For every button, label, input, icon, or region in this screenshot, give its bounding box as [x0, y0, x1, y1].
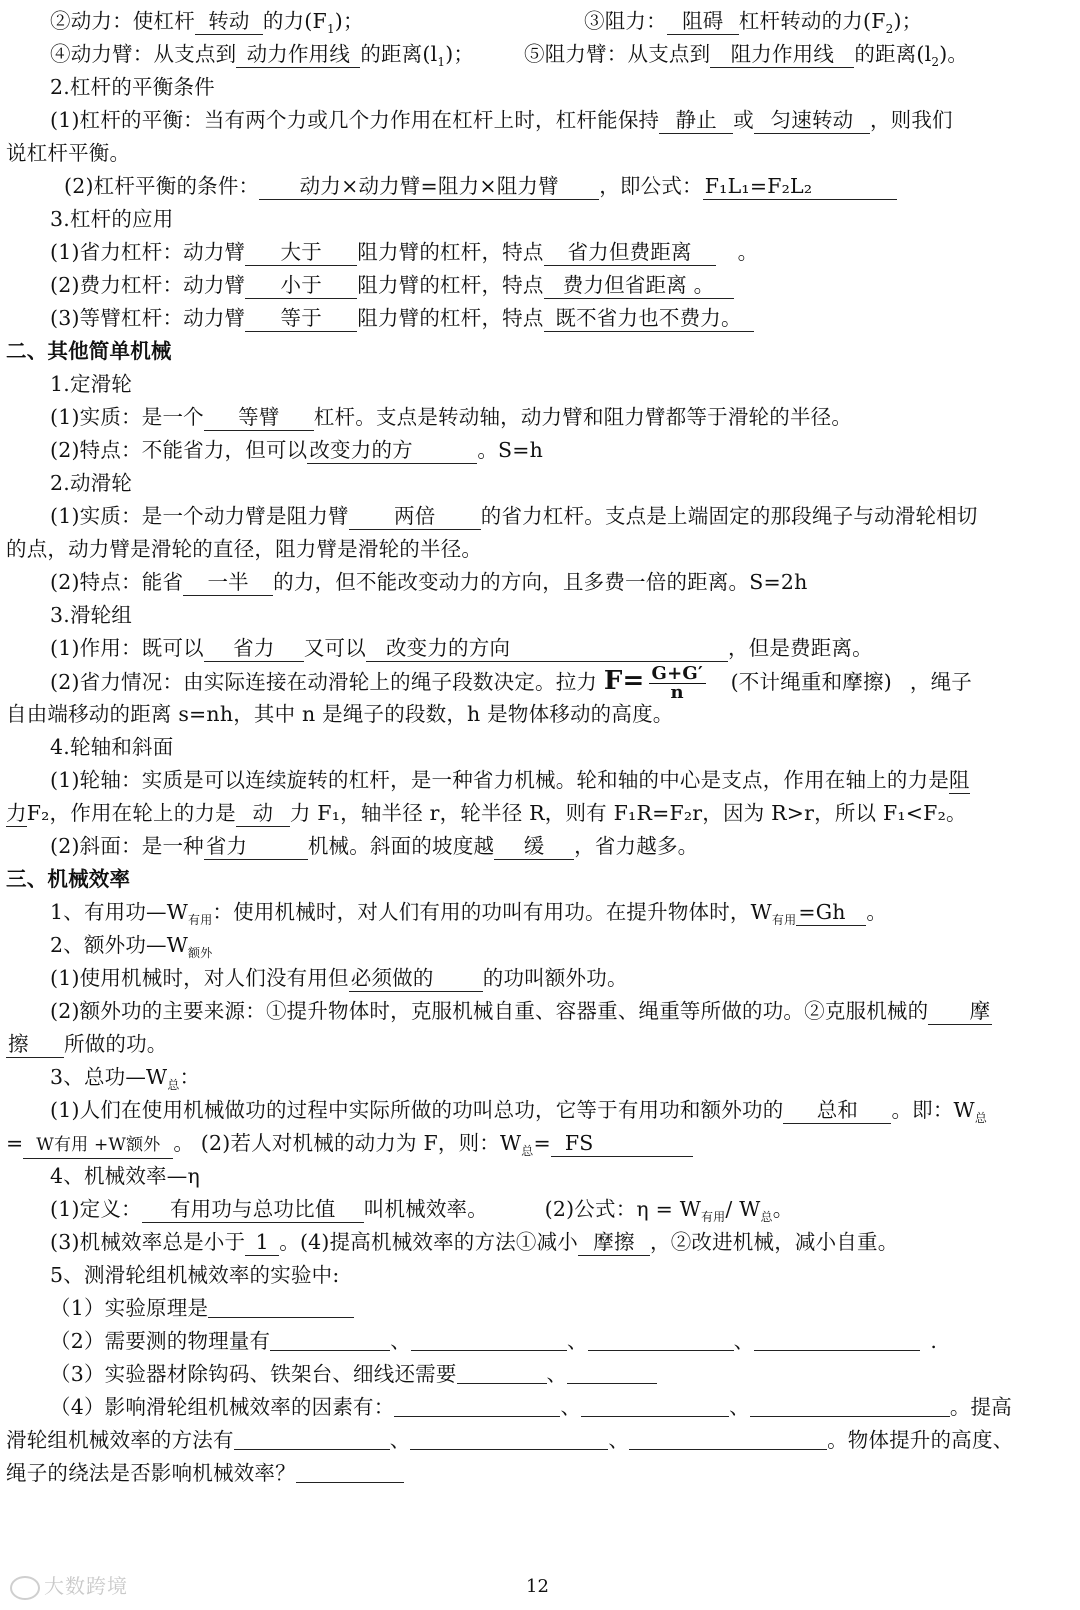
subheading: 2.杠杆的平衡条件 — [50, 75, 215, 99]
blank-answer: 小于 — [245, 272, 357, 299]
text: )； — [334, 9, 364, 33]
text: 3、总功—W — [50, 1065, 168, 1089]
blank-field[interactable] — [588, 1328, 734, 1351]
blank-answer: 改变力的方向 — [366, 635, 728, 662]
blank-answer: 摩 — [928, 998, 992, 1025]
blank-answer: 擦 — [6, 1031, 64, 1058]
blank-answer: 等臂 — [204, 404, 314, 431]
subscript: 1 — [326, 22, 335, 37]
subheading: 4.轮轴和斜面 — [50, 735, 174, 759]
fraction-denominator: n — [670, 682, 684, 703]
blank-answer: 静止 — [659, 107, 733, 134]
line-36: 4、机械效率—η — [50, 1164, 200, 1188]
blank-answer: 转动 — [195, 8, 263, 35]
subscript: 有用 — [700, 1210, 726, 1225]
text: 滑轮组机械效率的方法有 — [6, 1428, 234, 1452]
text: 、 — [546, 1362, 568, 1386]
section-heading: 二、其他简单机械 — [6, 339, 172, 363]
blank-field[interactable] — [457, 1361, 547, 1384]
blank-answer: 费力但省距离 。 — [544, 272, 734, 299]
text: 的力(F — [262, 9, 327, 33]
subscript: 总 — [167, 1078, 180, 1093]
text: ：使用机械时，对人们有用的功叫有用功。在提升物体时，W — [212, 900, 772, 924]
text: (2)特点：能省 — [50, 570, 184, 594]
text: 的力，但不能改变动力的方向，且多费一倍的距离。S=2h — [273, 570, 808, 594]
line-33 — [6, 1061, 1080, 1094]
blank-answer: 阻力作用线 — [710, 41, 854, 68]
line-38 — [6, 1226, 1080, 1259]
blank-answer: W有用 +W额外 — [23, 1132, 173, 1159]
line-5: 说杠杆平衡。 — [6, 141, 131, 165]
text: 力 F₁，轴半径 r，轮半径 R，则有 F₁R=F₂r，因为 R>r，所以 F₁<F₂。 — [289, 801, 967, 825]
blank-answer: 动力作用线 — [236, 41, 360, 68]
blank-answer: 动 — [236, 800, 290, 827]
line-2 — [6, 38, 1080, 71]
subscript: 总 — [521, 1144, 534, 1159]
text: ，但是费距离。 — [727, 636, 873, 660]
text: 。 — [737, 240, 759, 264]
blank-answer: 改变力的方 — [307, 437, 477, 464]
line-30 — [6, 962, 1080, 995]
line-22: 自由端移动的距离 s=nh，其中 n 是绳子的段数，h 是物体移动的高度。 — [6, 702, 674, 726]
text: （1）实验原理是 — [50, 1296, 209, 1320]
text: ，则我们 — [869, 108, 953, 132]
text: 、 — [733, 1329, 755, 1353]
blank-answer: 大于 — [245, 239, 357, 266]
text: (1)实质：是一个 — [50, 405, 204, 429]
text: 叫机械效率。 — [363, 1197, 488, 1221]
blank-field[interactable] — [410, 1427, 608, 1450]
text: (2)斜面：是一种 — [50, 834, 204, 858]
line-17: 的点，动力臂是滑轮的直径，阻力臂是滑轮的半径。 — [6, 537, 483, 561]
blank-answer: 阻 — [949, 768, 970, 792]
text: 绳子的绕法是否影响机械效率？ — [6, 1461, 296, 1485]
text: （3）实验器材除钩码、铁架台、细线还需要 — [50, 1362, 457, 1386]
blank-field[interactable] — [208, 1295, 354, 1318]
text: (1)作用：既可以 — [50, 636, 204, 660]
text: （2）需要测的物理量有 — [50, 1329, 271, 1353]
subscript: 有用 — [188, 913, 213, 928]
subheading: 3.滑轮组 — [50, 603, 133, 627]
text: (1)实质：是一个动力臂是阻力臂 — [50, 504, 349, 528]
line-42 — [6, 1358, 1080, 1391]
blank-answer: 等于 — [245, 305, 357, 332]
text: )。 — [939, 42, 969, 66]
line-25 — [6, 797, 1068, 830]
blank-field[interactable] — [296, 1460, 404, 1483]
line-35 — [6, 1127, 1068, 1160]
line-16 — [6, 500, 1080, 533]
line-32 — [6, 1028, 1068, 1061]
watermark-text: 大数跨境 — [44, 1574, 128, 1598]
line-28 — [6, 896, 1080, 929]
blank-answer: FS — [551, 1130, 693, 1157]
text: (2)额外功的主要来源：①提升物体时，克服机械自重、容器重、绳重等所做的功。②克服机械的 — [50, 999, 929, 1023]
text: (1)轮轴：实质是可以连续旋转的杠杆，是一种省力机械。轮和轴的中心是支点，作用在轴上的力是 — [50, 768, 950, 792]
blank-answer: 既不省力也不费力。 — [544, 305, 754, 332]
text: ，绳子 — [909, 670, 973, 694]
line-31 — [6, 995, 1080, 1028]
subscript: 总 — [760, 1210, 773, 1225]
text: 、 — [566, 1329, 588, 1353]
blank-answer: 有用功与总功比值 — [142, 1196, 364, 1223]
subscript: 2 — [931, 55, 940, 70]
text: 。(4)提高机械效率的方法①减小 — [279, 1230, 578, 1254]
subheading: 3.杠杆的应用 — [50, 207, 174, 231]
blank-answer: 总和 — [783, 1097, 891, 1124]
line-29 — [6, 929, 1080, 962]
line-39: 5、测滑轮组机械效率的实验中: — [50, 1263, 340, 1287]
line-37 — [6, 1193, 1080, 1226]
text: 。物体提升的高度、 — [827, 1428, 1014, 1452]
text: ⑤阻力臂：从支点到 — [524, 42, 711, 66]
text: (1)省力杠杆：动力臂 — [50, 240, 246, 264]
text: 阻力臂的杠杆，特点 — [357, 273, 544, 297]
blank-answer: 摩擦 — [578, 1229, 650, 1256]
blank-answer: 必须做的 — [349, 965, 483, 992]
blank-answer: =Gh — [796, 899, 866, 926]
line-43 — [6, 1391, 1080, 1424]
text: ，即公式： — [599, 174, 703, 198]
text: 、 — [729, 1395, 750, 1419]
subheading: 2.动滑轮 — [50, 471, 133, 495]
text: 、 — [390, 1329, 411, 1353]
line-34 — [6, 1094, 1080, 1127]
page-number: 12 — [526, 1576, 549, 1597]
text: F₂，作用在轮上的力是 — [26, 801, 236, 825]
blank-answer: 省力 — [204, 635, 304, 662]
text: (3)等臂杠杆：动力臂 — [50, 306, 246, 330]
line-45 — [6, 1457, 1068, 1490]
text: 或 — [733, 108, 754, 132]
text: 所做的功。 — [64, 1032, 168, 1056]
line-26 — [6, 830, 1080, 863]
text: ，②改进机械，减小自重。 — [650, 1230, 899, 1254]
subscript: 有用 — [771, 913, 797, 928]
text: 的距离(l — [360, 42, 438, 66]
text: 2、额外功—W — [50, 933, 189, 957]
line-1 — [6, 5, 1080, 38]
text: . — [930, 1329, 938, 1353]
text: 、 — [389, 1428, 411, 1452]
text: ②动力：使杠杆 — [50, 9, 195, 33]
subscript: 1 — [437, 55, 446, 70]
text: 阻力臂的杠杆，特点 — [357, 240, 544, 264]
line-40 — [6, 1292, 1080, 1325]
text: 的距离(l — [854, 42, 932, 66]
text: (2)公式：η = W — [544, 1197, 701, 1221]
text: (1)定义： — [50, 1197, 142, 1221]
line-8 — [6, 236, 1080, 269]
text: (2)省力情况：由实际连接在动滑轮上的绳子段数决定。拉力 — [50, 670, 598, 694]
blank-field[interactable] — [581, 1394, 729, 1417]
text: （4）影响滑轮组机械效率的因素有： — [50, 1395, 395, 1419]
formula-lhs: F= — [603, 666, 645, 696]
line-41 — [6, 1325, 1080, 1358]
blank-field[interactable] — [750, 1394, 950, 1417]
fraction-numerator: G+G′ — [649, 665, 706, 684]
text: ，省力越多。 — [574, 834, 699, 858]
line-10 — [6, 302, 1080, 335]
text: 阻力臂的杠杆，特点 — [357, 306, 544, 330]
text: 的功叫额外功。 — [482, 966, 628, 990]
watermark — [10, 1570, 128, 1600]
line-6 — [6, 170, 1080, 203]
text: (2)特点：不能省力，但可以 — [50, 438, 308, 462]
text: (不计绳重和摩擦) — [730, 670, 892, 694]
fraction — [649, 665, 706, 702]
line-14 — [6, 434, 1080, 467]
blank-field[interactable] — [411, 1328, 567, 1351]
subscript: 额外 — [188, 946, 213, 961]
blank-answer: 省力 — [204, 833, 308, 860]
blank-field[interactable] — [567, 1361, 657, 1384]
line-4 — [6, 104, 1080, 137]
text: ： — [179, 1065, 201, 1089]
blank-answer: 缓 — [494, 833, 574, 860]
text: = — [6, 1131, 24, 1155]
text: 。即：W — [891, 1098, 975, 1122]
text: 杠杆转动的力(F — [738, 9, 886, 33]
line-9 — [6, 269, 1080, 302]
text: 。 (2)若人对机械的动力为 F，则：W — [173, 1131, 522, 1155]
blank-answer: 匀速转动 — [754, 107, 870, 134]
section-heading: 三、机械效率 — [6, 867, 131, 891]
line-24 — [6, 764, 1080, 797]
text: (3)机械效率总是小于 — [50, 1230, 246, 1254]
blank-answer: 1 — [245, 1229, 279, 1256]
text: 。 — [772, 1197, 794, 1221]
text: 机械。斜面的坡度越 — [307, 834, 495, 858]
line-13 — [6, 401, 1080, 434]
blank-answer: F₁L₁=F₂L₂ — [703, 173, 897, 200]
text: )； — [445, 42, 475, 66]
text: )； — [893, 9, 923, 33]
line-44 — [6, 1424, 1068, 1457]
text: 。S=h — [477, 438, 544, 462]
blank-answer: 动力×动力臂=阻力×阻力臂 — [259, 173, 599, 200]
text: (2)费力杠杆：动力臂 — [50, 273, 246, 297]
text: 的省力杠杆。支点是上端固定的那段绳子与动滑轮相切 — [480, 504, 978, 528]
text: 。提高 — [949, 1395, 1012, 1419]
blank-field[interactable] — [234, 1427, 390, 1450]
text: = — [533, 1131, 551, 1155]
blank-answer: 两倍 — [349, 503, 481, 530]
text: 、 — [560, 1395, 582, 1419]
line-18 — [6, 566, 1080, 599]
blank-answer: 阻碍 — [667, 8, 739, 35]
text: ③阻力： — [584, 9, 667, 33]
text: 1、有用功—W — [50, 900, 189, 924]
subscript: 2 — [885, 22, 894, 37]
blank-answer: 力 — [6, 801, 27, 825]
text: / W — [725, 1197, 761, 1221]
subheading: 1.定滑轮 — [50, 372, 133, 396]
watermark-logo-icon — [10, 1576, 40, 1600]
text: 杠杆。支点是转动轴，动力臂和阻力臂都等于滑轮的半径。 — [313, 405, 853, 429]
text: (2)杠杆平衡的条件： — [64, 174, 260, 198]
text: (1)杠杆的平衡：当有两个力或几个力作用在杠杆上时，杠杆能保持 — [50, 108, 660, 132]
subscript: 总 — [974, 1111, 988, 1126]
blank-field[interactable] — [394, 1394, 560, 1417]
text: 。 — [866, 900, 888, 924]
text: ④动力臂：从支点到 — [50, 42, 237, 66]
blank-answer: 一半 — [183, 569, 273, 596]
blank-answer: 省力但费距离 — [544, 239, 716, 266]
text: 又可以 — [303, 636, 366, 660]
blank-field[interactable] — [754, 1328, 920, 1351]
text: (1)人们在使用机械做功的过程中实际所做的功叫总功，它等于有用功和额外功的 — [50, 1098, 784, 1122]
text: (1)使用机械时，对人们没有用但 — [50, 966, 349, 990]
text: 、 — [608, 1428, 630, 1452]
blank-field[interactable] — [270, 1328, 390, 1351]
blank-field[interactable] — [629, 1427, 827, 1450]
line-20 — [6, 632, 1080, 665]
